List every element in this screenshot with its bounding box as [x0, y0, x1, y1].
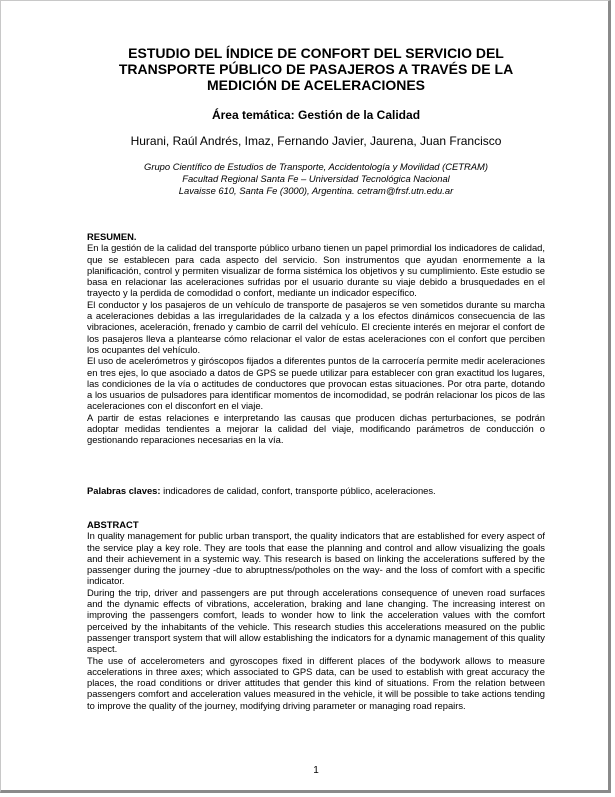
abstract-paragraph: In quality management for public urban transport, the quality indicators that are established for every aspect of the service play a key role. They are tools that ease the planning and control and allow visualizing the goals and their achievement in a systemic way. This research is based on linking the accelerations suffered by the passenger during the journey -due to abruptness/potholes on the way- and the loss of comfort with a specific indicator.: [87, 530, 545, 587]
affiliation-line: Lavaisse 610, Santa Fe (3000), Argentina. cetram@frsf.utn.edu.ar: [178, 185, 454, 196]
abstract-heading: ABSTRACT: [87, 519, 139, 530]
affiliation-line: Grupo Científico de Estudios de Transporte, Accidentología y Movilidad (CETRAM): [144, 161, 488, 172]
abstract-section: [87, 519, 545, 711]
authors: Hurani, Raúl Andrés, Imaz, Fernando Javier, Jaurena, Juan Francisco: [130, 134, 502, 148]
title-line: TRANSPORTE PÚBLICO DE PASAJEROS A TRAVÉS DE LA: [118, 61, 514, 77]
title-line: ESTUDIO DEL ÍNDICE DE CONFORT DEL SERVICIO DEL: [128, 45, 504, 61]
title-line: MEDICIÓN DE ACELERACIONES: [206, 77, 426, 93]
affiliation: [1, 161, 615, 197]
resumen-section: [87, 231, 545, 446]
resumen-paragraph: En la gestión de la calidad del transporte público urbano tienen un papel primordial los indicadores de calidad, que se establecen para cada aspecto del servicio. Son instrumentos que ayudan enormemente a la planificación, control y permiten visualizar de forma sistémica los objetivos y su cumplimiento. Este estudio se basa en relacionar las aceleraciones sufridas por el usuario durante su viaje debido a brusquedades en el trayecto y la perdida de comodidad o confort, mediante un indicador específico.: [87, 242, 545, 299]
resumen-heading: RESUMEN.: [87, 231, 137, 242]
thematic-area: Área temática: Gestión de la Calidad: [211, 108, 421, 122]
paper-title: [61, 45, 571, 93]
resumen-paragraph: El uso de acelerómetros y giróscopos fijados a diferentes puntos de la carrocería permite medir aceleraciones en tres ejes, lo que asociado a datos de GPS se puede utilizar para establecer con gran exactitud los lugares, las condiciones de la vía o actitudes de conductores que provocan estas situaciones. Por otra parte, dotando a los usuarios de pulsadores para identificar momentos de incomodidad, se podrán relacionar los picos de las aceleraciones con el disconfort en el viaje.: [87, 355, 545, 412]
abstract-paragraph: During the trip, driver and passengers are put through accelerations consequence of uneven road surfaces and the dynamic effects of vibrations, acceleration, braking and lane changing. The increasing interest on improving the passengers comfort, leads to wonder how to link the acceleration values with the comfort perceived by the inhabitants of the vehicle. This research studies this accelerations measured on the public passenger transport system that will allow establishing the indicators for a dynamic management of this quality aspect.: [87, 586, 545, 655]
resumen-paragraph: El conductor y los pasajeros de un vehículo de transporte de pasajeros se ven sometidos durante su marcha a aceleraciones debidas a las irregularidades de la calzada y a los efectos dinámicos consecuencia de las vibraciones, aceleración, frenado y cambio de carril del vehículo. El creciente interés en mejorar el confort de los pasajeros lleva a plantearse cómo relacionar el valor de estas aceleraciones con el confort que perciben los ocupantes del vehículo.: [87, 298, 545, 355]
resumen-paragraph: A partir de estas relaciones e interpretando las causas que producen dichas perturbaciones, se podrán adoptar medidas tendientes a mejorar la calidad del viaje, modificando parámetros de conducción o gestionando reparaciones necesarias en la vía.: [87, 411, 545, 446]
affiliation-line: Facultad Regional Santa Fe – Universidad Tecnológica Nacional: [182, 173, 450, 184]
abstract-paragraph: The use of accelerometers and gyroscopes fixed in different places of the bodywork allows to measure accelerations in three axes; which associated to GPS data, can be used to establish with great accuracy the places, the road conditions or driver attitudes that gender this kind of situations. From the relation between passengers comfort and acceleration values measured in the vehicle, it will be possible to take actions tending to improve the quality of the journey, modifying driving parameter or managing road repairs.: [87, 654, 545, 711]
keywords-section: [87, 485, 545, 496]
keywords-text: indicadores de calidad, confort, transporte público, aceleraciones.: [160, 485, 436, 496]
page-number: 1: [313, 765, 319, 776]
keywords-label: Palabras claves:: [87, 485, 161, 496]
keywords-line: [87, 485, 545, 496]
